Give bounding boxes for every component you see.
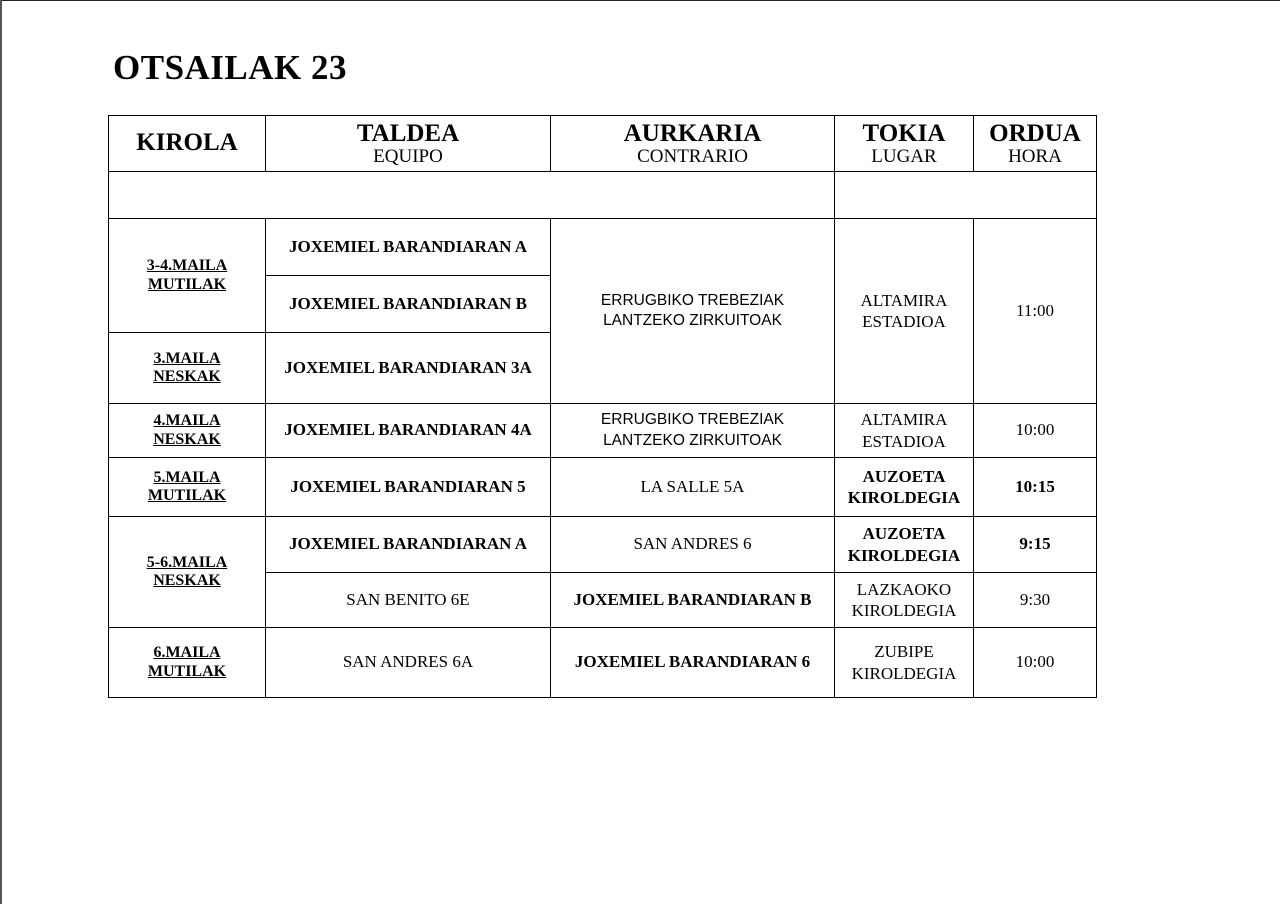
scan-edge-left [0,0,2,904]
category-cell: 6.MAILA MUTILAK [109,628,266,698]
category-cell: 3-4.MAILA MUTILAK [109,219,266,333]
table-row [109,628,1097,698]
time-cell: 9:15 [974,517,1097,573]
scan-edge-top [0,0,1280,1]
opponent-cell: LA SALLE 5A [551,458,835,517]
opponent-cell: ERRUGBIKO TREBEZIAK LANTZEKO ZIRKUITOAK [551,219,835,404]
table-row [109,219,1097,276]
opponent-cell: JOXEMIEL BARANDIARAN 6 [551,628,835,698]
team-cell: JOXEMIEL BARANDIARAN A [266,219,551,276]
table-row [109,404,1097,458]
place-cell: LAZKAOKO KIROLDEGIA [835,573,974,628]
opponent-cell: SAN ANDRES 6 [551,517,835,573]
place-cell: AUZOETA KIROLDEGIA [835,517,974,573]
header-aurkaria: AURKARIA CONTRARIO [551,116,835,172]
spacer-row [109,172,1097,219]
place-cell: ZUBIPE KIROLDEGIA [835,628,974,698]
schedule-table [108,115,1097,698]
place-cell: ALTAMIRA ESTADIOA [835,404,974,458]
category-cell: 3.MAILA NESKAK [109,333,266,404]
header-taldea: TALDEA EQUIPO [266,116,551,172]
category-cell: 4.MAILA NESKAK [109,404,266,458]
page-title: OTSAILAK 23 [113,48,348,87]
time-cell: 11:00 [974,219,1097,404]
time-cell: 10:00 [974,628,1097,698]
category-cell: 5.MAILA MUTILAK [109,458,266,517]
team-cell: JOXEMIEL BARANDIARAN A [266,517,551,573]
place-cell: AUZOETA KIROLDEGIA [835,458,974,517]
time-cell: 10:00 [974,404,1097,458]
team-cell: JOXEMIEL BARANDIARAN 5 [266,458,551,517]
table-row [109,517,1097,573]
team-cell: JOXEMIEL BARANDIARAN 3A [266,333,551,404]
spacer-cell [109,172,835,219]
category-cell: 5-6.MAILA NESKAK [109,517,266,628]
place-cell: ALTAMIRA ESTADIOA [835,219,974,404]
team-cell: JOXEMIEL BARANDIARAN B [266,276,551,333]
table-row [109,458,1097,517]
team-cell: SAN BENITO 6E [266,573,551,628]
header-kirola: KIROLA [109,116,266,172]
header-row [109,116,1097,172]
time-cell: 9:30 [974,573,1097,628]
time-cell: 10:15 [974,458,1097,517]
header-tokia: TOKIA LUGAR [835,116,974,172]
header-ordua: ORDUA HORA [974,116,1097,172]
opponent-cell: ERRUGBIKO TREBEZIAK LANTZEKO ZIRKUITOAK [551,404,835,458]
opponent-cell: JOXEMIEL BARANDIARAN B [551,573,835,628]
team-cell: JOXEMIEL BARANDIARAN 4A [266,404,551,458]
spacer-cell [835,172,1097,219]
team-cell: SAN ANDRES 6A [266,628,551,698]
